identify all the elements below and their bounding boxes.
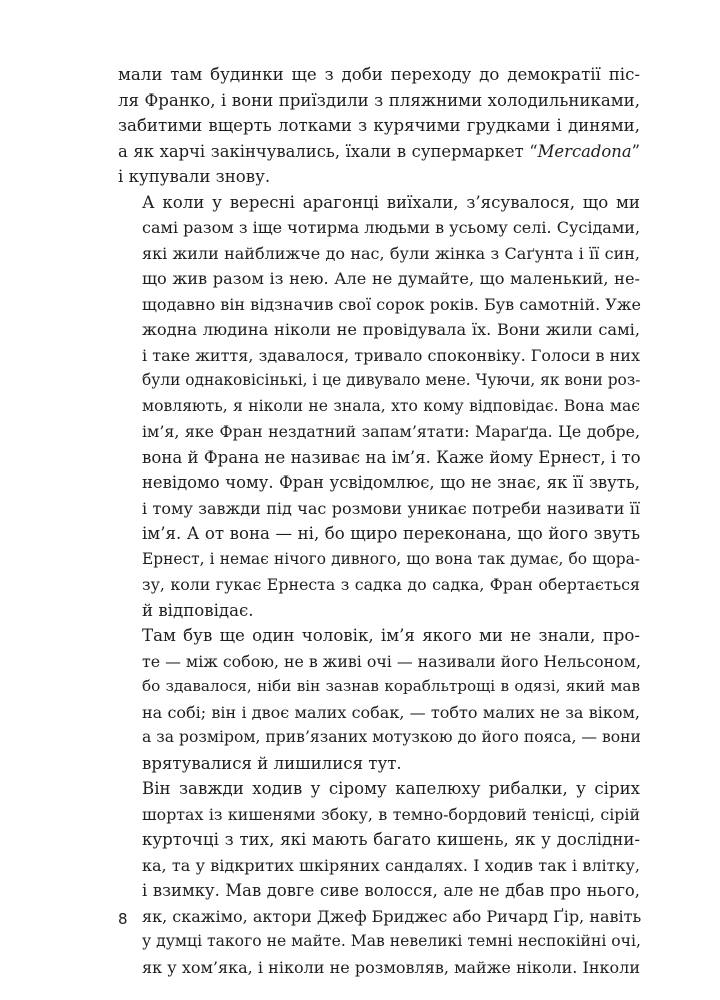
page-number: 8 xyxy=(118,910,128,928)
text-line: мовляють, я ніколи не знала, хто кому відповідає. Вона має xyxy=(142,396,640,415)
store-name: Mercadona xyxy=(537,141,632,161)
text-line: і тому завжди під час розмови уникає потреби називати її xyxy=(142,498,640,518)
text-line: які жили найближче до нас, були жінка з Саґунта і її син, xyxy=(142,243,640,263)
text-line: і таке життя, здавалося, тривало споконвіку. Голоси в них xyxy=(142,345,640,365)
text-line: й відповідає. xyxy=(142,600,254,620)
text-line: бо здавалося, ніби він зазнав корабльтрощі в одязі, який мав xyxy=(142,677,640,695)
paragraph-4 xyxy=(118,776,640,980)
text-line: щодавно він відзначив свої сорок років. Був самотній. Уже xyxy=(142,294,641,314)
text-line: шортах із кишенями збоку, в темно-бордовий тенісці, сірій xyxy=(142,804,640,824)
text-line: те — між собою, не в живі очі — називали його Нельсоном, xyxy=(142,651,641,671)
paragraph-3 xyxy=(118,623,640,776)
text-line: на собі; він і двоє малих собак, — тобто малих не за віком, xyxy=(142,702,640,722)
text-line: а як харчі закінчувались, їхали в супермаркет “Mercadona” xyxy=(118,141,640,161)
body-text xyxy=(118,62,640,980)
text-line: ім’я, яке Фран нездатний запам’ятати: Мараґда. Це добре, xyxy=(142,422,640,441)
text-line: Там був ще один чоловік, ім’я якого ми не знали, про- xyxy=(142,626,640,645)
text-line: ля Франко, і вони приїздили з пляжними холодильниками, xyxy=(118,90,640,110)
text-line: невідомо чому. Фран усвідомлює, що не знає, як її звуть, xyxy=(142,473,640,492)
paragraph-1 xyxy=(118,62,640,190)
text-line: були однаковісінькі, і це дивувало мене. Чуючи, як вони роз- xyxy=(142,371,641,389)
text-line: і взимку. Мав довге сиве волосся, але не дбав про нього, xyxy=(142,881,640,900)
text-line: ім’я. А от вона — ні, бо щиро переконана, що його звуть xyxy=(142,524,640,543)
text-line: у думці такого не майте. Мав невеликі темні неспокійні очі, xyxy=(142,932,641,950)
text-line: Він завжди ходив у сірому капелюху рибалки, у сірих xyxy=(142,779,640,798)
text-line: і купували знову. xyxy=(118,167,271,186)
text-line: Ернест, і немає нічого дивного, що вона так думає, бо щора- xyxy=(142,549,640,568)
text-line: зу, коли гукає Ернеста з садка до садка, Фран обертається xyxy=(142,575,640,594)
text-line: ка, та у відкритих шкіряних сандалях. І ходив так і влітку, xyxy=(142,855,640,875)
text-line: курточці з тих, які мають багато кишень, як у дослідни- xyxy=(142,830,640,849)
text-line: забитими вщерть лотками з курячими грудками і динями, xyxy=(118,116,640,135)
text-line: як у хом’яка, і ніколи не розмовляв, майже ніколи. Інколи xyxy=(142,957,640,977)
text-line: врятувалися й лишилися тут. xyxy=(142,753,402,773)
text-line: жодна людина ніколи не провідувала їх. Вони жили самі, xyxy=(142,320,640,339)
text-line: самі разом з іще чотирма людьми в усьому селі. Сусідами, xyxy=(142,218,641,237)
text-line: вона й Франа не називає на ім’я. Каже йому Ернест, і то xyxy=(142,447,641,467)
paragraph-2 xyxy=(118,190,640,624)
text-line: А коли у вересні арагонці виїхали, з’ясувалося, що ми xyxy=(142,192,640,212)
text-line: що жив разом із нею. Але не думайте, що маленький, не- xyxy=(142,269,640,288)
text-line: мали там будинки ще з доби переходу до демократії піс- xyxy=(118,65,640,84)
text-line: а за розміром, прив’язаних мотузкою до його пояса, — вони xyxy=(142,728,641,746)
text-line: як, скажімо, актори Джеф Бриджес або Ричард Ґір, навіть xyxy=(142,906,642,926)
